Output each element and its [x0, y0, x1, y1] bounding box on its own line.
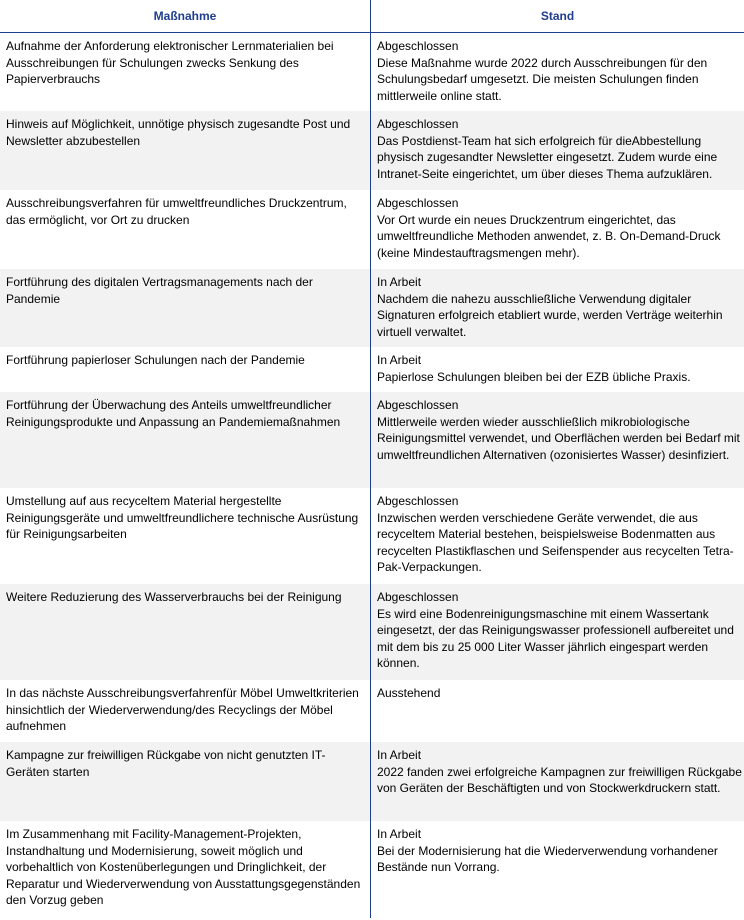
status-description: Das Postdienst-Team hat sich erfolgreich für dieAbbestellung physisch zugesandter Newsletter eingesetzt. Zudem wurde eine Intranet-Seite eingerichtet, um über dieses Thema aufzuklären.	[377, 133, 718, 181]
measure-cell: Weitere Reduzierung des Wasserverbrauchs bei der Reinigung	[6, 590, 342, 604]
status-description: Mittlerweile werden wieder ausschließlich mikrobiologische Reinigungsmittel verwendet, und Oberflächen werden bei Bedarf mit umweltfreundlichen Alternativen (ozonisiertes Wasser) desinfiziert.	[377, 414, 740, 462]
measure-cell: Hinweis auf Möglichkeit, unnötige physisch zugesandte Post und Newsletter abzubestellen	[6, 117, 351, 148]
status-label: Abgeschlossen	[377, 590, 459, 604]
status-description: Diese Maßnahme wurde 2022 durch Ausschreibungen für den Schulungsbedarf umgesetzt. Die meisten Schulungen finden mittlerweile online statt.	[377, 55, 708, 103]
table-row	[0, 33, 744, 111]
status-label: In Arbeit	[377, 827, 422, 841]
status-description: Papierlose Schulungen bleiben bei der EZB übliche Praxis.	[377, 369, 691, 384]
status-cell	[370, 680, 744, 742]
measure-cell: Fortführung der Überwachung des Anteils umweltfreundlicher Reinigungsprodukte und Anpassung an Pandemiemaßnahmen	[6, 398, 341, 429]
status-cell	[370, 190, 744, 269]
table-row	[0, 488, 744, 584]
status-description: 2022 fanden zwei erfolgreiche Kampagnen zur freiwilligen Rückgabe von Geräten der Beschäftigten und von Stockwerkdruckern statt.	[377, 764, 742, 796]
status-cell	[370, 269, 744, 347]
status-cell	[370, 584, 744, 680]
table-row	[0, 742, 744, 821]
status-label: Abgeschlossen	[377, 196, 459, 210]
status-description: Vor Ort wurde ein neues Druckzentrum eingerichtet, das umweltfreundliche Methoden anwendet, z. B. On-Demand-Druck (keine Mindestauftragsmengen mehr).	[377, 212, 721, 260]
status-description: Nachdem die nahezu ausschließliche Verwendung digitaler Signaturen erfolgreich etabliert wurde, werden Verträge weiterhin virtuell verwaltet.	[377, 291, 723, 339]
status-label: Ausstehend	[377, 686, 441, 700]
status-description: Bei der Modernisierung hat die Wiederverwendung vorhandener Bestände nun Vorrang.	[377, 843, 718, 875]
status-cell	[370, 821, 744, 918]
table-row	[0, 392, 744, 488]
status-cell	[370, 742, 744, 821]
status-label: In Arbeit	[377, 353, 422, 367]
measure-cell: Kampagne zur freiwilligen Rückgabe von nicht genutzten IT-Geräten starten	[6, 748, 326, 779]
status-label: Abgeschlossen	[377, 39, 459, 53]
column-header-status: Stand	[370, 0, 744, 32]
measure-cell: Fortführung papierloser Schulungen nach der Pandemie	[6, 353, 305, 367]
table-row	[0, 190, 744, 269]
table-row	[0, 680, 744, 742]
measure-cell: Aufnahme der Anforderung elektronischer Lernmaterialien bei Ausschreibungen für Schulungen zwecks Senkung des Papierverbrauchs	[6, 39, 334, 87]
measure-cell: Umstellung auf aus recyceltem Material hergestellte Reinigungsgeräte und umweltfreundlichere technische Ausrüstung für Reinigungsarbeiten	[6, 494, 359, 542]
table-row	[0, 347, 744, 392]
status-label: Abgeschlossen	[377, 117, 459, 131]
table-row	[0, 269, 744, 347]
status-description: Inzwischen werden verschiedene Geräte verwendet, die aus recyceltem Material bestehen, beispielsweise Bodenmatten aus recycelten Plastikflaschen und Seifenspender aus recycelten Tetra-Pak-Verpackungen.	[377, 510, 734, 575]
measure-cell: In das nächste Ausschreibungsverfahrenfür Möbel Umweltkriterien hinsichtlich der Wiederverwendung/des Recyclings der Möbel aufnehmen	[6, 686, 359, 734]
status-cell	[370, 33, 744, 111]
measure-cell: Ausschreibungsverfahren für umweltfreundliches Druckzentrum, das ermöglicht, vor Ort zu drucken	[6, 196, 347, 227]
status-cell	[370, 347, 744, 392]
column-header-measure: Maßnahme	[153, 8, 217, 23]
table-body	[0, 33, 744, 918]
measure-cell: Im Zusammenhang mit Facility-Management-Projekten, Instandhaltung und Modernisierung, soweit möglich und vorbehaltlich von Kostenüberlegungen und Dringlichkeit, der Reparatur und Wiederverwendung von Ausstattungsgegenständen den Vorzug geben	[6, 827, 361, 908]
table-row	[0, 821, 744, 918]
status-label: Abgeschlossen	[377, 494, 459, 508]
status-label: In Arbeit	[377, 748, 422, 762]
table-row	[0, 111, 744, 190]
measure-cell: Fortführung des digitalen Vertragsmanagements nach der Pandemie	[6, 275, 313, 306]
status-cell	[370, 392, 744, 488]
status-description: Es wird eine Bodenreinigungsmaschine mit einem Wassertank eingesetzt, der das Reinigungswasser professionell aufbereitet und mit dem bis zu 25 000 Liter Wasser jährlich eingespart werden können.	[377, 606, 734, 671]
status-label: Abgeschlossen	[377, 398, 459, 412]
status-cell	[370, 488, 744, 584]
status-label: In Arbeit	[377, 275, 422, 289]
status-cell	[370, 111, 744, 190]
table-header	[0, 0, 744, 33]
table-row	[0, 584, 744, 680]
